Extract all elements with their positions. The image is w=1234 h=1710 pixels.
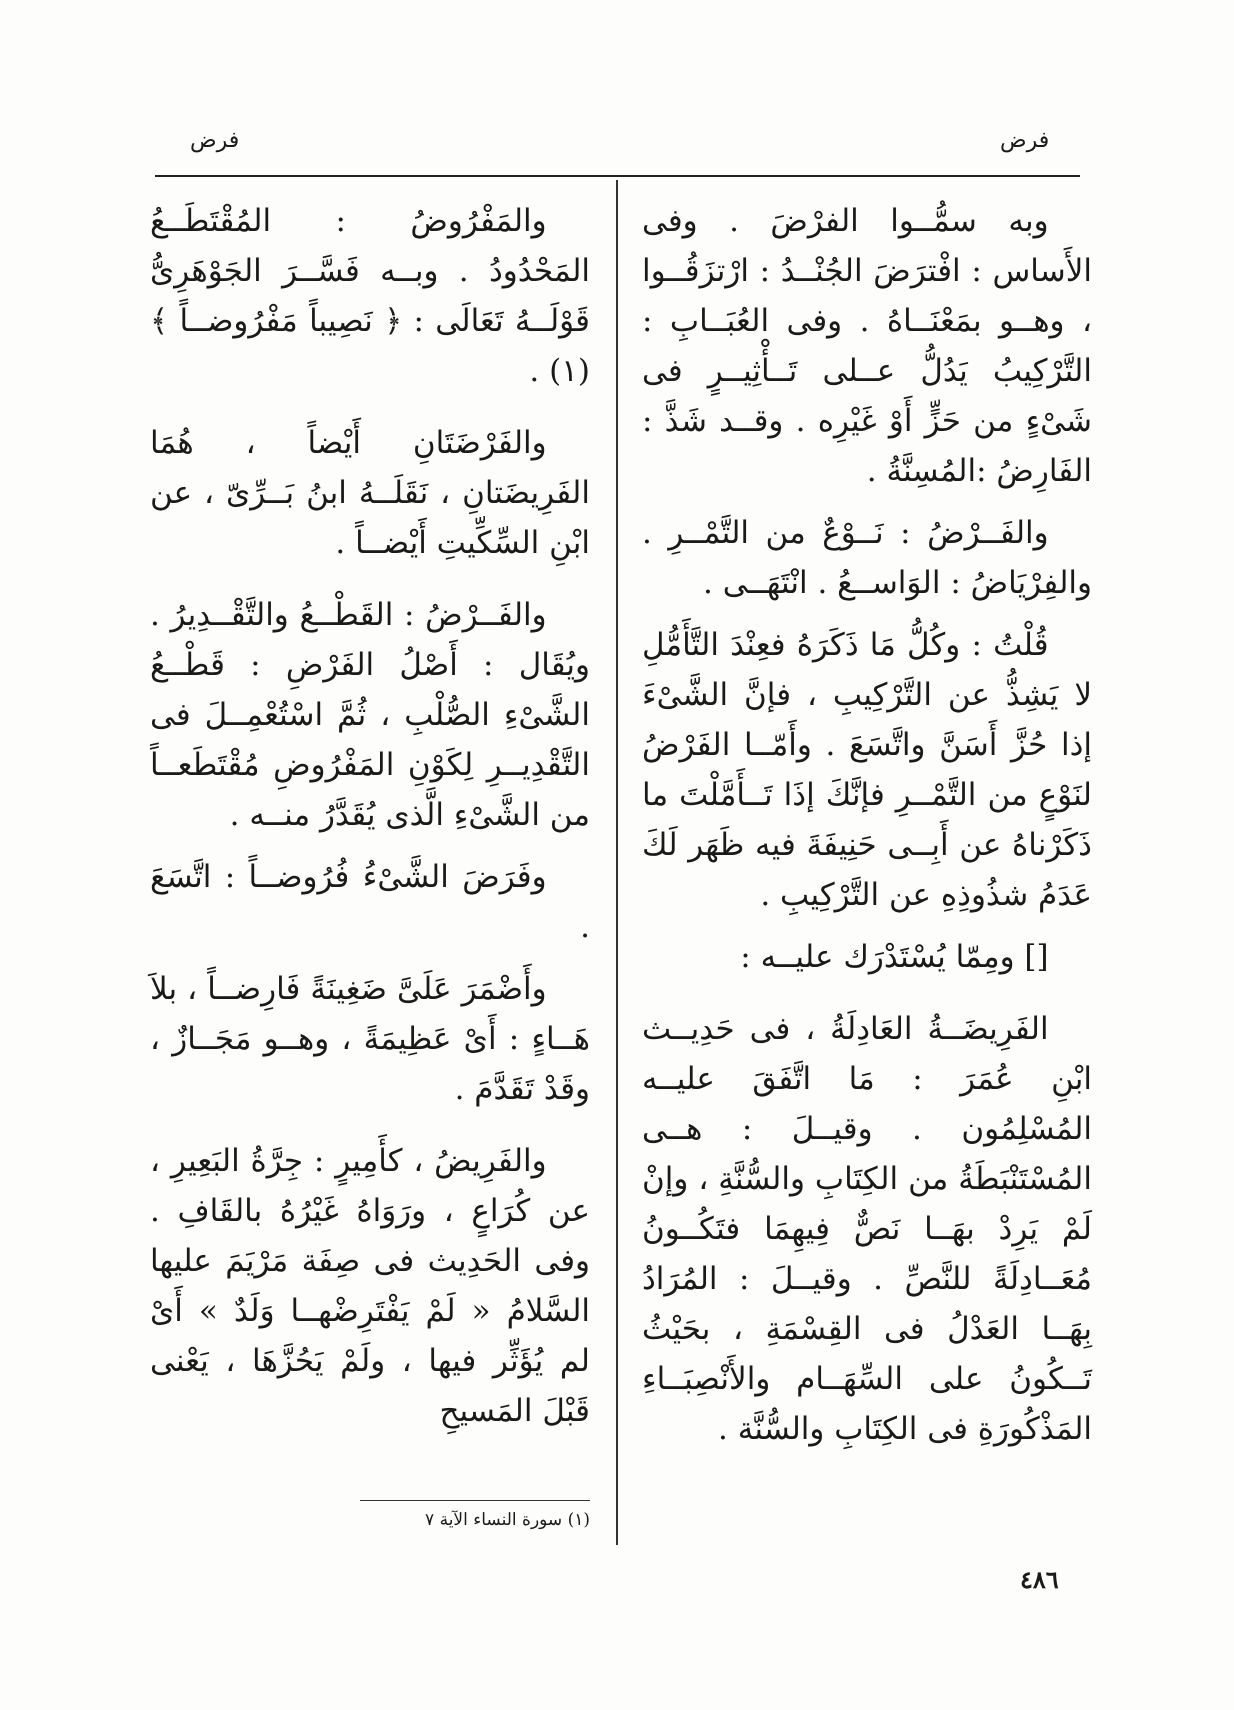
running-header-left: فرض xyxy=(190,128,240,153)
paragraph: قُلْتُ : وكُلُّ مَا ذَكَرَهُ فعِنْدَ التَّأَمُّلِ لا يَشِذُّ عن التَّرْكِيبِ ، فإنَّ الشَّىْءَ إذا حُزَّ أَسَنَّ واتَّسَعَ . وأَمّــا الفَرْضُ لنَوْعٍ من التَّمْــرِ فإنَّكَ إذَا تَــأَمَّلْتَ ما ذَكَرْناهُ عن أَبِــى حَنِيفَةَ فيه ظَهَر لَكَ عَدَمُ شذُوذِهِ عن التَّرْكِيبِ . xyxy=(642,627,1092,913)
paragraph: والفَــرْضُ : نَــوْعٌ من التَّمْــرِ . والفِرْيَاضُ : الوَاســعُ . انْتَهَــى . xyxy=(642,515,1092,601)
paragraph: وفَرَضَ الشَّىْءُ فُرُوضــاً : اتَّسَعَ . xyxy=(150,859,590,945)
paragraph: وأَضْمَرَ عَلَىَّ ضَغِينَةً فَارِضــاً ، بلاَ هَــاءٍ : أَىْ عَظِيمَةً ، وهــو مَجَــازٌ ، وقَدْ تَقَدَّمَ . xyxy=(150,971,590,1107)
paragraph: [] ومِمّا يُسْتَدْرَك عليــه : xyxy=(740,939,1049,975)
paragraph: والمَفْرُوضُ : المُقْتَطَــعُ المَحْدُودُ . وبــه فَسَّــرَ الجَوْهَرِىُّ قَوْلَــهُ تَعَالَى : ﴿ نَصِيباً مَفْرُوضــاً ﴾ (١) . xyxy=(150,203,590,389)
paragraph: والفَــرْضُ : القَطْــعُ والتَّقْــدِيرُ . ويُقَال : أَصْلُ الفَرْضِ : قَطْــعُ الشَّىْءِ الصُّلْبِ ، ثُمَّ اسْتُعْمِــلَ فى التَّقْدِيــرِ لِكَوْنِ المَفْرُوضِ مُقْتَطَعــاً من الشَّىْءِ الَّذى يُقَدَّرُ منــه . xyxy=(150,597,590,833)
footnote: (١) سورة النساء الآية ٧ xyxy=(425,1510,590,1530)
right-column xyxy=(642,196,1092,1454)
paragraph: وبه سمُّــوا الفرْضَ . وفى الأَساس : افْترَضَ الجُنْــدُ : ارْتزَقُــوا ، وهــو بمَعْنَــاهُ . وفى العُبَــابِ : التَّرْكِيبُ يَدُلُّ عــلى تَــأْثِيــرٍ فى شَىْءٍ من حَزٍّ أَوْ غَيْرِه . وقــد شَذَّ : الفَارِضُ :المُسِنَّةُ . xyxy=(642,203,1092,489)
column-divider xyxy=(616,180,618,1545)
page-number: ٤٨٦ xyxy=(1020,1565,1059,1594)
paragraph: والفَرِيضُ ، كأَمِيرٍ : جِرَّةُ البَعِيرِ ، عن كُرَاعٍ ، ورَوَاهُ غَيْرُهُ بالقَافِ . وفى الحَدِيث فى صِفَة مَرْيَمَ عليها السَّلامُ « لَمْ يَفْتَرِضْهــا وَلَدٌ » أَىْ لم يُؤَثِّر فيها ، ولَمْ يَحُزَّهَا ، يَعْنى قَبْلَ المَسيحِ xyxy=(150,1143,590,1429)
running-header-right: فرض xyxy=(1000,128,1050,153)
paragraph: والفَرْضَتَانِ أَيْضاً ، هُمَا الفَرِيضَتانِ ، نَقَلَــهُ ابنُ بَــرِّىّ ، عن ابْنِ السِّكِّيتِ أَيْضــاً . xyxy=(150,425,590,561)
paragraph: الفَرِيضَــةُ العَادِلَةُ ، فى حَدِيــث ابْنِ عُمَرَ : مَا اتَّفَقَ عليــه المُسْلِمُون . وقيــلَ : هــى المُسْتَنْبَطَةُ من الكِتَابِ والسُّنَّةِ ، وإنْ لَمْ يَرِدْ بهَــا نَصٌّ فِيهِمَا فتَكُــونُ مُعَــادِلَةً للنَّصِّ . وقيــلَ : المُرَادُ بِهَــا العَدْلُ فى القِسْمَةِ ، بحَيْثُ تَــكُونُ على السِّهَــام والأَنْصِبَــاءِ المَذْكُورَةِ فى الكِتَابِ والسُّنَّة . xyxy=(642,1011,1092,1447)
header-rule xyxy=(155,175,1080,177)
left-column xyxy=(150,196,590,1436)
footnote-rule xyxy=(360,1500,590,1501)
